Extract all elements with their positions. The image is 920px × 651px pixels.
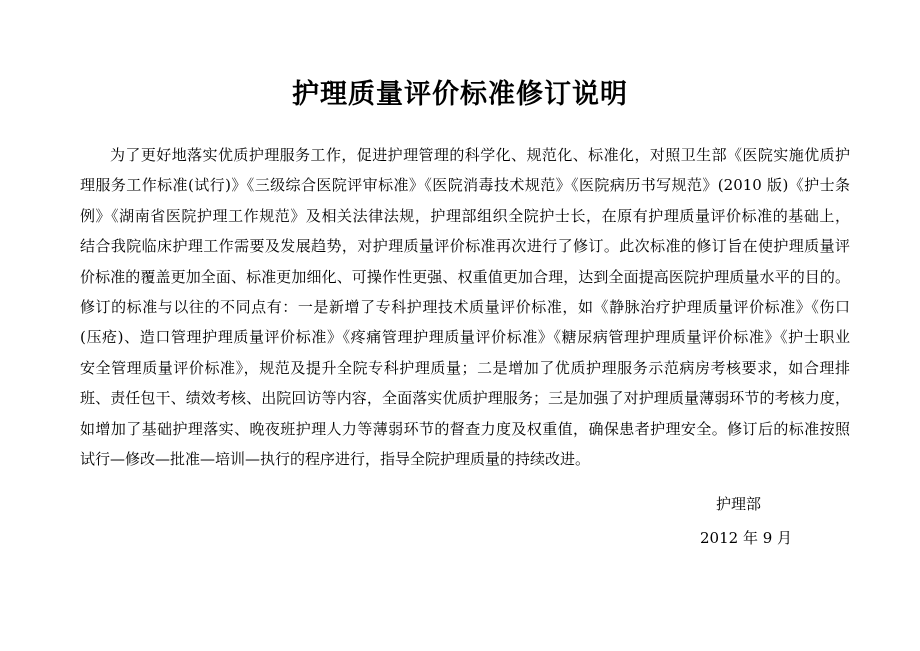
body-line: 例》《湖南省医院护理工作规范》及相关法律法规，护理部组织全院护士长，在原有护理质量评价标准的基础上，	[80, 206, 850, 225]
body-line: 修订的标准与以往的不同点有：一是新增了专科护理技术质量评价标准，如《静脉治疗护理质量评价标准》《伤口	[80, 297, 850, 316]
body-line: 试行—修改—批准—培训—执行的程序进行，指导全院护理质量的持续改进。	[80, 449, 591, 468]
body-line: (压疮)、造口管理护理质量评价标准》《疼痛管理护理质量评价标准》《糖尿病管理护理质量评价标准》《护士职业	[80, 328, 850, 347]
document-body	[80, 140, 850, 474]
body-line: 安全管理质量评价标准》，规范及提升全院专科护理质量；二是增加了优质护理服务示范病房考核要求，如合理排	[80, 358, 850, 377]
signature: 护理部	[716, 495, 762, 513]
document-title: 护理质量评价标准修订说明	[292, 79, 628, 110]
body-line: 如增加了基础护理落实、晚夜班护理人力等薄弱环节的督查力度及权重值，确保患者护理安全。修订后的标准按照	[80, 419, 850, 438]
body-line: 班、责任包干、绩效考核、出院回访等内容，全面落实优质护理服务；三是加强了对护理质量薄弱环节的考核力度，	[80, 389, 850, 408]
body-line: 为了更好地落实优质护理服务工作，促进护理管理的科学化、规范化、标准化，对照卫生部《医院实施优质护	[110, 146, 850, 164]
body-line: 价标准的覆盖更加全面、标准更加细化、可操作性更强、权重值更加合理，达到全面提高医院护理质量水平的目的。	[80, 267, 850, 286]
body-line: 结合我院临床护理工作需要及发展趋势，对护理质量评价标准再次进行了修订。此次标准的修订旨在使护理质量评	[80, 237, 850, 256]
document-date: 2012 年 9 月	[700, 529, 793, 547]
body-line: 理服务工作标准(试行)》《三级综合医院评审标准》《医院消毒技术规范》《医院病历书写规范》(2010 版)《护士条	[80, 176, 850, 195]
